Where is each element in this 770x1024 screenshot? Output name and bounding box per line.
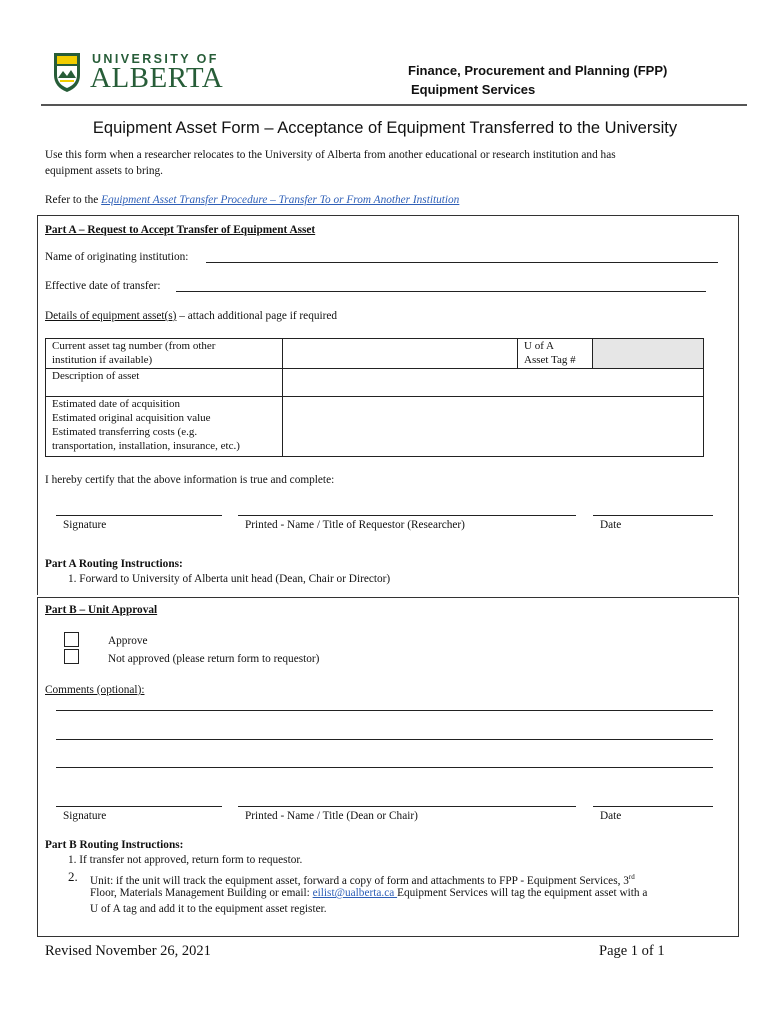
part-b-routing-step-2-number: 2.: [68, 869, 78, 884]
current-tag-label: Current asset tag number (from other institution if available): [46, 339, 283, 369]
approver-printed-name-line[interactable]: [238, 806, 576, 807]
approver-signature-line[interactable]: [56, 806, 222, 807]
part-a-heading: Part A – Request to Accept Transfer of Equipment Asset: [45, 224, 316, 236]
acq-date-label: Estimated date of acquisition: [52, 398, 180, 410]
revised-date: Revised November 26, 2021: [45, 943, 211, 959]
comments-line-2[interactable]: [56, 739, 713, 740]
acquisition-labels: [46, 397, 283, 457]
uofa-tag-shaded-cell: [593, 339, 704, 369]
part-b-heading: Part B – Unit Approval: [45, 604, 158, 616]
email-link[interactable]: eilist@ualberta.ca: [312, 887, 398, 899]
refer-prefix: Refer to the: [45, 194, 102, 206]
requestor-signature-label: Signature: [63, 519, 107, 531]
comments-line-1[interactable]: [56, 710, 713, 711]
not-approved-checkbox[interactable]: [64, 649, 79, 664]
part-a-routing-step-1: 1. Forward to University of Alberta unit head (Dean, Chair or Director): [68, 573, 391, 585]
comments-label: Comments (optional):: [45, 684, 145, 696]
description-input[interactable]: [283, 369, 704, 397]
routing-2-text-c: Equipment Services will tag the equipment asset with a: [397, 887, 648, 899]
routing-2-sup: rd: [628, 873, 635, 881]
requestor-printed-label: Printed - Name / Title of Requestor (Researcher): [245, 519, 465, 531]
org-name: Finance, Procurement and Planning (FPP): [408, 63, 668, 78]
transfer-date-label: Effective date of transfer:: [45, 280, 161, 292]
routing-2-text-b: Floor, Materials Management Building or email:: [90, 887, 313, 899]
procedure-link[interactable]: Equipment Asset Transfer Procedure – Transfer To or From Another Institution: [101, 194, 460, 206]
logo-university-of: UNIVERSITY OF: [92, 52, 219, 66]
approve-checkbox[interactable]: [64, 632, 79, 647]
description-label: Description of asset: [46, 369, 283, 397]
institution-input[interactable]: [206, 262, 718, 263]
part-b-routing-heading: Part B Routing Instructions:: [45, 839, 184, 851]
requestor-date-label: Date: [600, 519, 622, 531]
form-title: Equipment Asset Form – Acceptance of Equipment Transferred to the University: [92, 119, 678, 137]
intro-line-1: Use this form when a researcher relocates to the University of Alberta from another educational or research institution and has: [45, 149, 616, 161]
approver-date-line[interactable]: [593, 806, 713, 807]
acquisition-input[interactable]: [283, 397, 704, 457]
certify-text: I hereby certify that the above information is true and complete:: [45, 474, 335, 486]
not-approved-label: Not approved (please return form to requestor): [108, 653, 320, 665]
university-crest-icon: [52, 51, 82, 93]
comments-line-3[interactable]: [56, 767, 713, 768]
requestor-date-line[interactable]: [593, 515, 713, 516]
transfer-costs-label: Estimated transferring costs (e.g. transportation, installation, insurance, etc.): [52, 426, 240, 452]
part-b-routing-step-2-line-2: [90, 885, 730, 901]
asset-details-table: [45, 338, 704, 457]
approver-printed-label: Printed - Name / Title (Dean or Chair): [245, 810, 418, 822]
details-label-main: Details of equipment asset(s): [45, 310, 177, 322]
details-label: [45, 308, 337, 324]
intro-line-2: equipment assets to bring.: [45, 165, 163, 177]
refer-text: [45, 192, 459, 208]
part-b-routing-step-1: 1. If transfer not approved, return form to requestor.: [68, 854, 303, 866]
details-label-suffix: – attach additional page if required: [176, 310, 338, 322]
requestor-printed-name-line[interactable]: [238, 515, 576, 516]
approver-signature-label: Signature: [63, 810, 107, 822]
uofa-tag-label: U of A Asset Tag #: [518, 339, 593, 369]
current-tag-input[interactable]: [283, 339, 518, 369]
approver-date-label: Date: [600, 810, 622, 822]
approve-label: Approve: [108, 635, 148, 647]
requestor-signature-line[interactable]: [56, 515, 222, 516]
transfer-date-input[interactable]: [176, 291, 706, 292]
header-divider: [41, 104, 747, 106]
part-a-routing-heading: Part A Routing Instructions:: [45, 558, 183, 570]
org-unit: Equipment Services: [411, 82, 536, 97]
part-b-routing-step-2-line-3: U of A tag and add it to the equipment asset register.: [90, 903, 327, 915]
page-number: Page 1 of 1: [599, 943, 665, 959]
routing-2-text-a: Unit: if the unit will track the equipment asset, forward a copy of form and attachments to FPP - Equipment Services, 3: [90, 874, 629, 887]
logo-alberta: ALBERTA: [90, 62, 224, 94]
acq-value-label: Estimated original acquisition value: [52, 412, 211, 424]
institution-label: Name of originating institution:: [45, 251, 189, 263]
